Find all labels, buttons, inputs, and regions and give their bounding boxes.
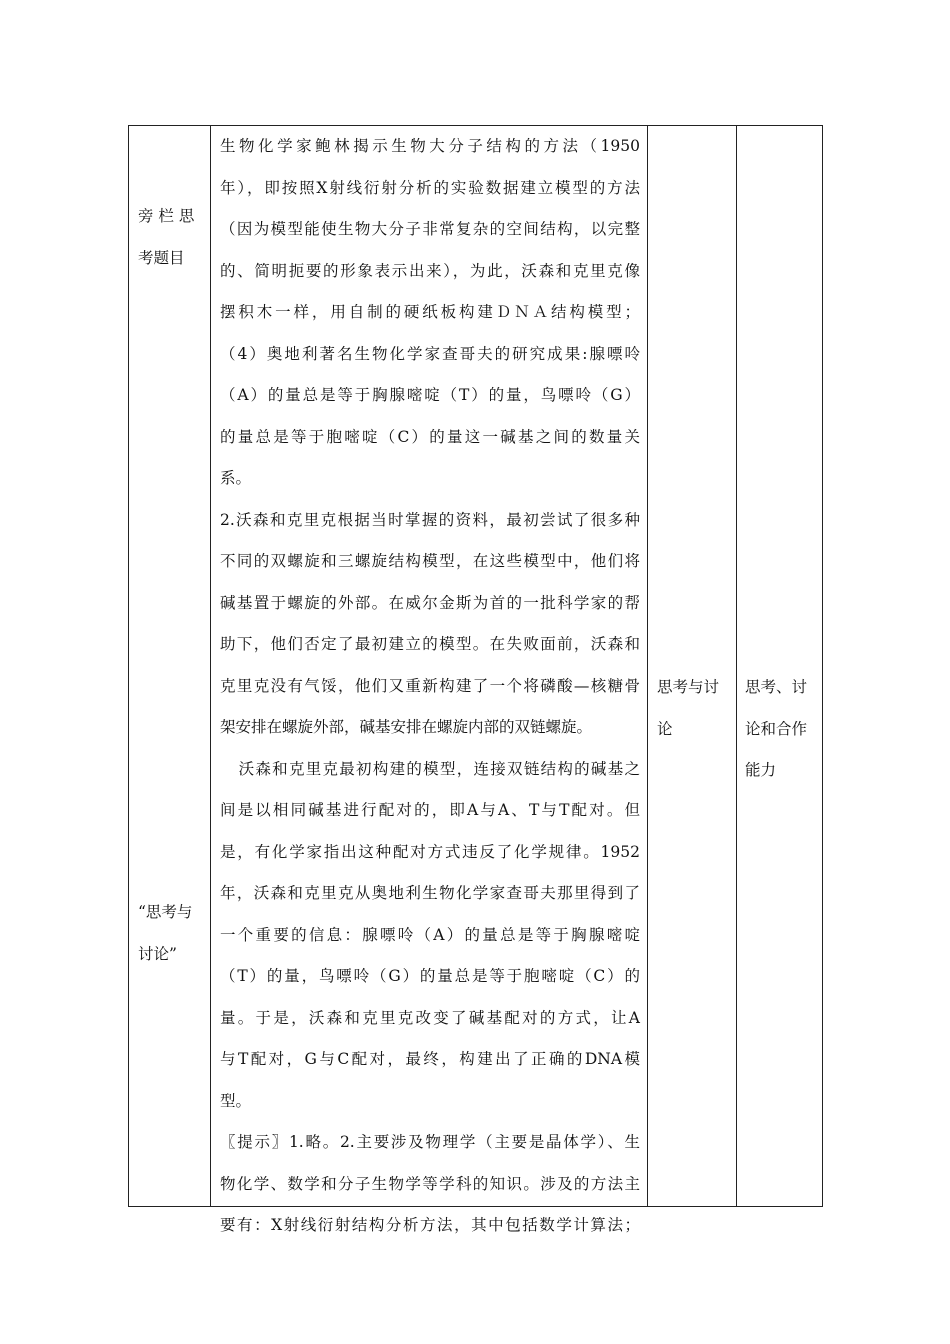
label-line: 论和合作 xyxy=(745,719,808,738)
text-line: 物化学、数学和分子生物学等学科的知识。涉及的方法主 xyxy=(220,1174,640,1193)
text-line: 的、简明扼要的形象表示出来），为此，沃森和克里克像 xyxy=(220,261,640,280)
text-line: 量。于是，沃森和克里克改变了碱基配对的方式，让A xyxy=(220,1008,640,1027)
column-divider xyxy=(736,126,737,1206)
column-divider xyxy=(647,126,648,1206)
text-line: （T）的量，鸟嘌呤（G）的量总是等于胞嘧啶（C）的 xyxy=(220,967,640,985)
text-line: 摆积木一样，用自制的硬纸板构建ＤＮＡ结构模型； xyxy=(220,303,640,321)
discussion-label xyxy=(138,892,208,975)
text-line: 架安排在螺旋外部，碱基安排在螺旋内部的双链螺旋。 xyxy=(220,718,593,736)
ability-label xyxy=(745,667,817,792)
text-line: 间是以相同碱基进行配对的，即A与A、T与T配对。但 xyxy=(220,801,640,819)
text-line: 一个重要的信息：腺嘌呤（A）的量总是等于胸腺嘧啶 xyxy=(220,925,640,944)
text-line: 助下，他们否定了最初建立的模型。在失败面前，沃森和 xyxy=(220,635,640,653)
text-line: 2.沃森和克里克根据当时掌握的资料，最初尝试了很多种 xyxy=(220,510,640,529)
text-line: （A）的量总是等于胸腺嘧啶（T）的量，鸟嘌呤（G） xyxy=(220,386,640,404)
text-line: 系。 xyxy=(220,469,252,487)
label-line: 讨论” xyxy=(138,944,177,963)
text-line: 年），即按照X射线衍射分析的实验数据建立模型的方法 xyxy=(220,178,640,197)
lesson-table xyxy=(128,125,823,1234)
text-line: 生物化学家鲍林揭示生物大分子结构的方法（1950 xyxy=(220,137,640,155)
label-line: 考题目 xyxy=(138,248,185,267)
text-line: 沃森和克里克最初构建的模型，连接双链结构的碱基之 xyxy=(220,759,640,778)
text-line: 要有：X射线衍射结构分析方法，其中包括数学计算法； xyxy=(220,1216,640,1234)
text-line: （4）奥地利著名生物化学家查哥夫的研究成果:腺嘌呤 xyxy=(220,344,640,363)
label-line: 论 xyxy=(657,719,673,738)
text-line: 的量总是等于胞嘧啶（C）的量这一碱基之间的数量关 xyxy=(220,427,640,446)
text-line: 与T配对，G与C配对，最终，构建出了正确的DNA模 xyxy=(220,1050,640,1068)
label-line: 能力 xyxy=(745,761,777,779)
activity-label xyxy=(657,667,737,750)
text-line: 不同的双螺旋和三螺旋结构模型，在这些模型中，他们将 xyxy=(220,552,640,570)
column-divider xyxy=(210,126,211,1206)
label-line: 思考、讨 xyxy=(745,678,808,696)
text-line: 碱基置于螺旋的外部。在威尔金斯为首的一批科学家的帮 xyxy=(220,593,640,612)
label-line: 旁 栏 思 xyxy=(138,207,195,225)
text-line: 年，沃森和克里克从奥地利生物化学家查哥夫那里得到了 xyxy=(220,884,640,902)
sidebar-question-label xyxy=(138,196,208,279)
label-line: 思考与讨 xyxy=(657,678,720,696)
text-line: 是，有化学家指出这种配对方式违反了化学规律。1952 xyxy=(220,842,640,861)
text-line: 〖提示〗1.略。2.主要涉及物理学（主要是晶体学）、生 xyxy=(220,1133,640,1151)
text-line: 型。 xyxy=(220,1091,252,1110)
text-line: （因为模型能使生物大分子非常复杂的空间结构，以完整 xyxy=(220,220,640,238)
content-text xyxy=(220,126,640,1247)
text-line: 克里克没有气馁，他们又重新构建了一个将磷酸—核糖骨 xyxy=(220,676,640,695)
label-line: “思考与 xyxy=(138,903,193,921)
